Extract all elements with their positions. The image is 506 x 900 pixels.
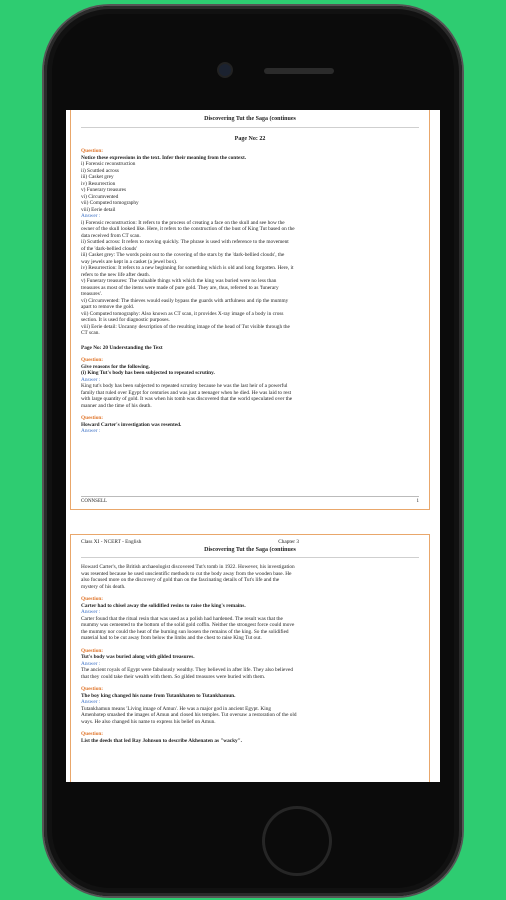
header-divider [81, 127, 419, 128]
answer-text [81, 706, 419, 726]
home-button[interactable] [262, 806, 332, 876]
camera-icon [219, 64, 231, 76]
pdf-page-2 [70, 534, 430, 782]
answer-line: family that ruled over Egypt for centuries and was just a teenager when he died. He was laid to rest [81, 389, 292, 396]
question-text: Tut's body was buried along with gilded treasures. [81, 654, 195, 660]
list-item: vi) Circumvented [81, 193, 119, 200]
answer-line: ii) Scuttled across: It refers to moving quickly. The phrase is used with reference to the movement [81, 239, 289, 245]
page-number: 1 [416, 498, 419, 504]
answer-line: Carter found that the ritual resin that was used as a polish had hardened. The result was that the [81, 615, 283, 622]
question-label: Question: [81, 415, 104, 421]
running-title: Discovering Tut the Saga (continues [204, 546, 296, 553]
answer-text [81, 667, 419, 680]
answer-line: owner of the skull looked like. Here, it refers to the construction of the bust of King Tut based on the [81, 226, 295, 232]
list-item: v) Funerary treasures [81, 187, 127, 193]
question-text: Notice these expressions in the text. Infer their meaning from the context. [81, 154, 247, 161]
answer-line: The ancient royals of Egypt were fabulously wealthy. They believed in after life. They also believed [81, 667, 293, 673]
answer-line: viii) Eerie detail: Uncanny description of the resulting image of the head of Tut visible through the [81, 323, 290, 330]
answer-label: Answer : [81, 376, 101, 383]
answer-line: King tut's body has been subjected to repeated scrutiny because he was the last heir of a powerful [81, 383, 288, 389]
answer-line: way jewels are kept in a casket (a jewel box). [81, 258, 178, 265]
page-footer [81, 496, 419, 506]
intro-text [81, 564, 419, 590]
question-text: Give reasons for the following. [81, 363, 150, 370]
answer-line: CT scan. [81, 330, 100, 336]
text-line: Howard Carter's, the British archaeologist discovered Tut's tomb in 1922. However, his investigation [81, 564, 295, 570]
answer-line: v) Funerary treasures: The valuable things with which the king was buried were no less than [81, 278, 277, 284]
question-text: Howard Carter's investigation was resented. [81, 421, 182, 428]
answer-line: mummy was cemented to the bottom of the solid gold coffin. Neither the strongest force could move [81, 622, 295, 628]
answer-label: Answer : [81, 213, 101, 219]
answer-line: i) Forensic reconstruction: It refers to the process of creating a face on the skull and see how the [81, 219, 285, 226]
page-heading: Page No: 22 [234, 135, 266, 142]
answer-line: section. It is used for diagnostic purposes. [81, 317, 170, 323]
pdf-page-1 [70, 110, 430, 510]
list-item: ii) Scuttled across [81, 167, 119, 174]
question-label: Question: [81, 686, 104, 692]
question-text: (i) King Tut's body has been subjected to repeated scrutiny. [81, 370, 215, 376]
answer-line: Amenhotep smashed the images of Amun and closed his temples. Tut oversaw a restoration of the old [81, 712, 297, 718]
header-divider [81, 557, 419, 558]
answer-line: refers to the new life after death. [81, 271, 150, 278]
answer-line: apart to remove the gold. [81, 304, 135, 310]
answer-text [81, 220, 419, 337]
question-text: Carter had to chisel away the solidified resins to raise the king's remains. [81, 602, 246, 609]
running-title: Discovering Tut the Saga (continues [204, 116, 296, 122]
question-label: Question: [81, 647, 104, 654]
list-item: vii) Computed tomography [81, 200, 139, 206]
list-item: viii) Eerie detail [81, 206, 116, 213]
list-item: i) Forensic reconstruction [81, 161, 136, 167]
answer-label: Answer : [81, 699, 101, 705]
answer-label: Answer : [81, 660, 101, 667]
answer-line: of the 'dark-bellied clouds' [81, 245, 138, 252]
footer-brand: CONNSELL [81, 498, 108, 504]
answer-line: iii) Casket grey: The words point out to the covering of the stars by the 'dark-bellied clouds', the [81, 252, 285, 258]
question-label: Question: [81, 148, 104, 154]
section-heading: Page No: 20 Understanding the Text [81, 344, 163, 351]
answer-label: Answer : [81, 428, 101, 434]
chapter-label: Chapter 3 [278, 539, 299, 545]
question-label: Question: [81, 596, 104, 602]
answer-line: iv) Resurrection: It refers to a new beginning for something which is old and long forgotten. Here, it [81, 265, 294, 271]
list-item: iii) Casket grey [81, 174, 114, 180]
answer-line: treasures as most of the items were made of pure gold. They are, thus, referred to as 'funerary [81, 284, 279, 291]
question-label: Question: [81, 357, 104, 363]
question-text: List the deeds that led Ray Johnson to describe Akhenaten as "wacky". [81, 737, 242, 744]
question-text: The boy king changed his name from Tutankhaten to Tutankhamun. [81, 692, 236, 699]
answer-line: that they could take their wealth with them. So gilded treasures were buried with them. [81, 673, 266, 680]
class-label: Class XI - NCERT - English [81, 539, 142, 545]
document-viewer[interactable] [66, 110, 440, 782]
answer-text [81, 383, 419, 409]
answer-line: Tutankhamun means 'Living image of Amun'. He was a major god in ancient Egypt. King [81, 705, 272, 712]
answer-label: Answer : [81, 609, 101, 615]
text-line: mystery of his death. [81, 583, 126, 590]
answer-line: ways. He also changed his name to express his belief on Amun. [81, 718, 216, 725]
text-line: also focused more on the discovery of gold than on the fascinating details of Tut's life and the [81, 577, 280, 583]
answer-line: data received from CT scan. [81, 232, 141, 239]
answer-line: manner and the time of his death. [81, 402, 152, 409]
question-label: Question: [81, 731, 104, 737]
page-header [81, 539, 419, 546]
question-items-list [81, 161, 419, 213]
text-line: was resented because he used unscientific methods to cut the body away from the wooden base. He [81, 570, 292, 577]
phone-speaker [264, 68, 334, 74]
answer-line: with large quantity of gold. It was when his tomb was discovered that the world speculated over the [81, 396, 293, 402]
answer-text [81, 616, 419, 642]
answer-line: vi) Circumvented: The thieves would easily bypass the guards with artfulness and rip the mummy [81, 297, 289, 304]
answer-line: the mummy nor could the heat of the burning sun loosen the remains of the king. So the solidified [81, 628, 289, 635]
answer-line: treasures'. [81, 291, 103, 297]
answer-line: material had to be cut away from below the limbs and the chest to raise King Tut out. [81, 635, 262, 641]
list-item: iv) Resurrection [81, 180, 116, 187]
answer-line: vii) Computed tomography: Also known as CT scan, it provides X-ray image of a body in cross [81, 310, 284, 317]
